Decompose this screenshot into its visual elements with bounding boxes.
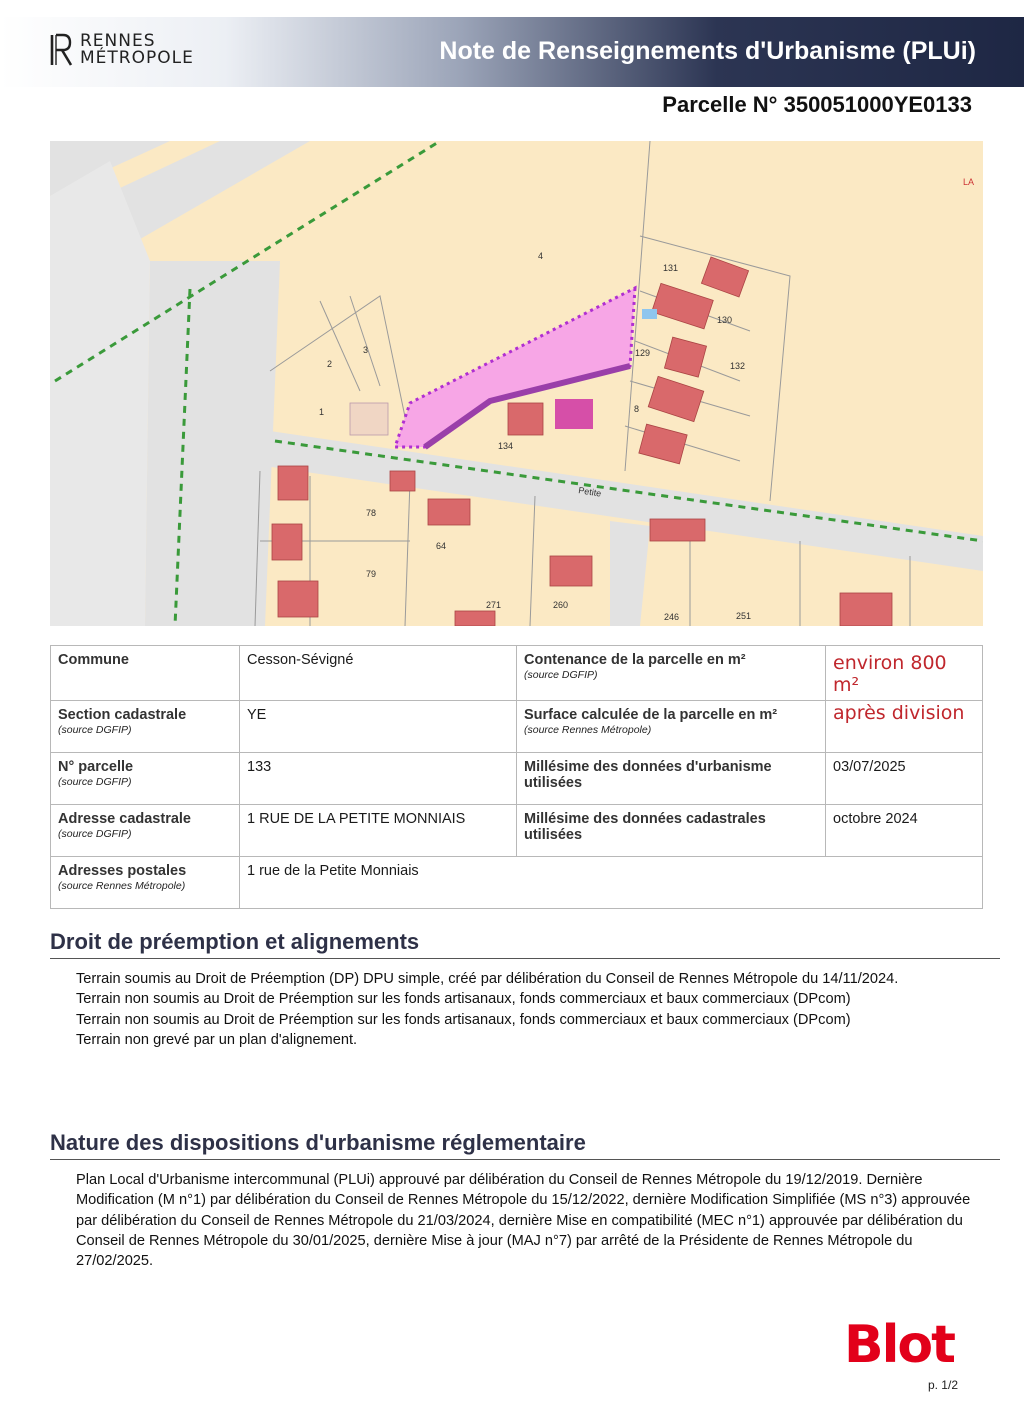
parcel-label: 2 [327,359,333,369]
section-title-preemption: Droit de préemption et alignements [50,929,1000,959]
existing-house [350,403,388,435]
parcel-label: 64 [436,541,447,551]
parcel-label: 251 [736,611,752,621]
source-note: (source DGFIP) [58,724,132,736]
parcel-reference: Parcelle N° 350051000YE0133 [662,92,972,117]
value-surface [826,701,983,753]
paragraph: Terrain non soumis au Droit de Préemption sur les fonds artisanaux, fonds commerciaux et baux commerciaux (DPcom) [76,1011,851,1028]
pool [642,309,657,319]
blot-logo: Blot [843,1315,954,1375]
value-section: YE [240,701,517,753]
parcel-label: 79 [366,569,377,579]
handwritten-note: après division [833,702,965,724]
section-title-urbanisme: Nature des dispositions d'urbanisme réglementaire [50,1130,1000,1160]
source-note: (source Rennes Métropole) [524,724,652,736]
value-contenance [826,646,983,701]
parcel-label: 78 [366,508,377,518]
value-adresses-postales: 1 rue de la Petite Monniais [240,857,983,909]
table-row [51,701,983,753]
annex-building [555,399,593,429]
value-millesime-cadastre: octobre 2024 [826,805,983,857]
parcel-label: 4 [538,251,544,261]
parcel-label: LA [963,177,975,187]
parcel-label: 3 [363,345,369,355]
handwritten-area: environ 800 m² [833,652,947,696]
paragraph: Terrain non soumis au Droit de Préemption sur les fonds artisanaux, fonds commerciaux et baux commerciaux (DPcom) [76,991,851,1008]
label-surface: Surface calculée de la parcelle en m² (source Rennes Métropole) [517,701,826,753]
preemption-text [76,969,976,1050]
road-wide-area [50,161,150,626]
parcel-label: 132 [730,361,746,371]
parcel-label: 130 [717,315,733,325]
source-note: (source Rennes Métropole) [58,880,186,892]
table-row [51,753,983,805]
parcel-label: 1 [319,407,325,417]
rennes-metropole-logo [48,32,194,68]
label-millesime-cadastre: Millésime des données cadastrales utilisées [517,805,826,857]
cadastral-map [50,141,983,626]
table-row [51,646,983,701]
value-adresse-cadastrale: 1 RUE DE LA PETITE MONNIAIS [240,805,517,857]
logo-text-metropole: MÉTROPOLE [80,48,194,68]
parcel-label: 8 [634,404,640,414]
map-canvas [50,141,983,626]
page-number: p. 1/2 [927,1378,958,1392]
urbanisme-text [76,1170,976,1271]
label-section: Section cadastrale (source DGFIP) [51,701,240,753]
parcel-label: 129 [635,348,651,358]
label-commune: Commune [51,646,240,701]
paragraph: Terrain non grevé par un plan d'alignement. [76,1031,358,1048]
paragraph: Plan Local d'Urbanisme intercommunal (PLUi) approuvé par délibération du Conseil de Rennes Métropole du 19/12/2019. Dernière Modification (M n°1) par délibération du Conseil de Rennes Métropole du 15/12/2022, dernière Modification Simplifiée (MS n°3) approuvée par délibération du Conseil de Rennes Métropole du 21/03/2024, dernière Mise en compatibilité (MEC n°1) approuvée par délibération du Conseil de Rennes Métropole du 30/01/2025, dernière Mise à jour (MAJ n°7) par arrêté de la Présidente de Rennes Métropole du 27/02/2025. [76,1172,971,1270]
document-title: Note de Renseignements d'Urbanisme (PLUi) [439,37,976,65]
label-contenance: Contenance de la parcelle en m² (source DGFIP) [517,646,826,701]
page-header [0,17,1024,87]
parcel-label: 260 [553,600,569,610]
parcel-label: 131 [663,263,679,273]
source-note: (source DGFIP) [58,828,132,840]
value-millesime-urbanisme: 03/07/2025 [826,753,983,805]
paragraph: Terrain soumis au Droit de Préemption (DP) DPU simple, créé par délibération du Conseil de Rennes Métropole du 14/11/2024. [76,971,899,987]
logo-text-rennes: RENNES [80,31,156,51]
road-vertical [145,261,280,626]
parcel-label: 246 [664,612,680,622]
source-note: (source DGFIP) [58,776,132,788]
parcel-info-table [50,645,983,909]
parcel-label: 134 [498,441,514,451]
table-row [51,857,983,909]
label-adresse-cadastrale: Adresse cadastrale (source DGFIP) [51,805,240,857]
parcel-label: 271 [486,600,502,610]
label-millesime-urbanisme: Millésime des données d'urbanisme utilisées [517,753,826,805]
street-label: Petite [577,485,602,499]
rennes-r-logo-icon [48,32,74,68]
label-adresses-postales: Adresses postales (source Rennes Métropole) [51,857,240,909]
value-parcelle: 133 [240,753,517,805]
source-note: (source DGFIP) [524,669,598,681]
label-parcelle: N° parcelle (source DGFIP) [51,753,240,805]
table-row [51,805,983,857]
value-commune: Cesson-Sévigné [240,646,517,701]
